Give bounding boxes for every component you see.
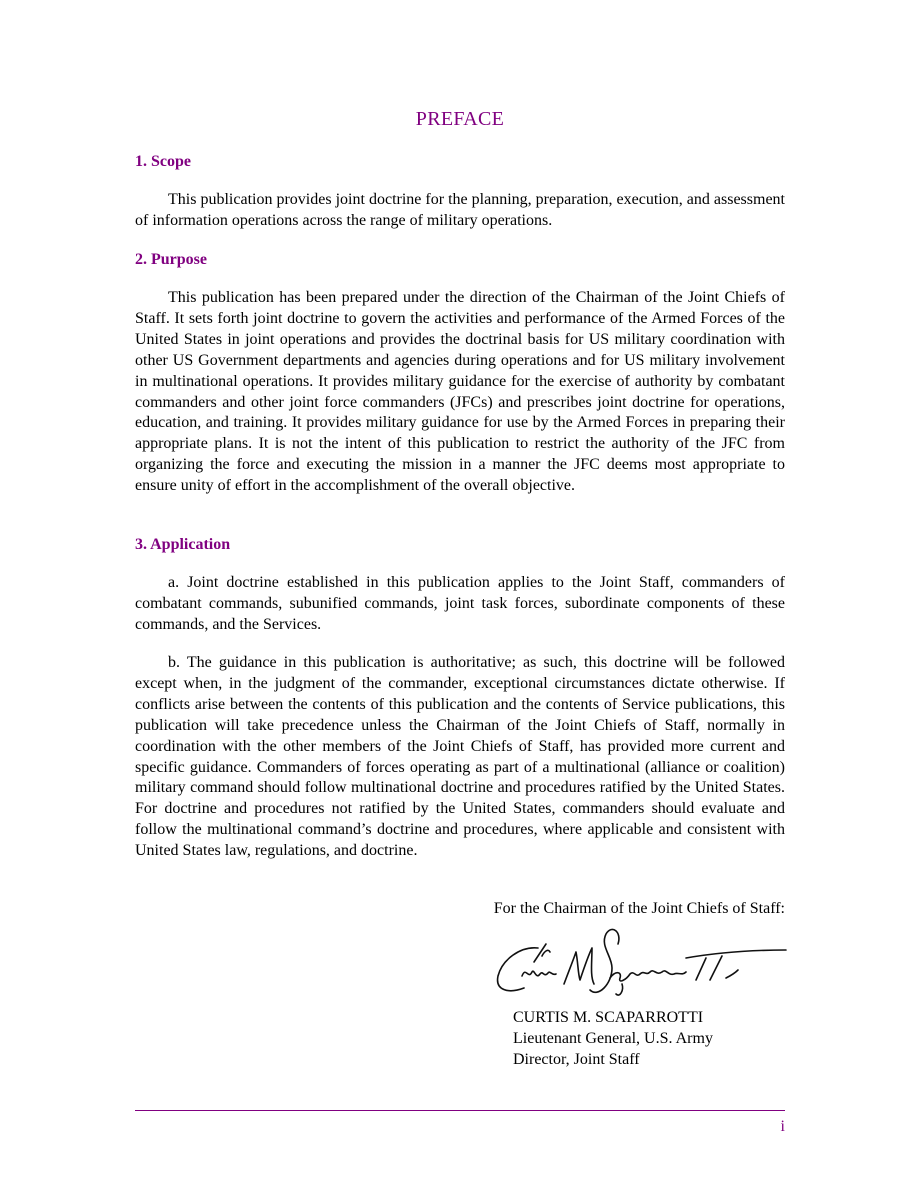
document-page	[135, 0, 785, 1191]
signatory-name: CURTIS M. SCAPARROTTI	[513, 1009, 704, 1026]
scope-paragraph: This publication provides joint doctrine for the planning, preparation, execution, and assessment of information operations across the range of military operations.	[135, 191, 785, 229]
page-number: i	[780, 1118, 785, 1135]
signatory-rank: Lieutenant General, U.S. Army	[513, 1030, 713, 1047]
application-paragraph-b: b. The guidance in this publication is authoritative; as such, this doctrine will be followed except when, in the judgment of the commander, exceptional circumstances dictate otherwise. If conflicts arise between the contents of this publication and the contents of Service publications, this publication will take precedence unless the Chairman of the Joint Chiefs of Staff, normally in coordination with the other members of the Joint Chiefs of Staff, has provided more current and specific guidance. Commanders of forces operating as part of a multinational (alliance or coalition) military command should follow multinational doctrine and procedures ratified by the United States. For doctrine and procedures not ratified by the United States, commanders should evaluate and follow the multinational command’s doctrine and procedures, where applicable and consistent with United States law, regulations, and doctrine.	[135, 654, 785, 860]
signature-block	[513, 1007, 713, 1070]
section-heading-scope: 1. Scope	[135, 153, 191, 170]
signatory-position: Director, Joint Staff	[513, 1051, 640, 1068]
section-heading-application: 3. Application	[135, 536, 231, 553]
handwritten-signature	[490, 918, 790, 1003]
purpose-paragraph: This publication has been prepared under the direction of the Chairman of the Joint Chiefs of Staff. It sets forth joint doctrine to govern the activities and performance of the Armed Forces of the United States in joint operations and provides the doctrinal basis for US military coordination with other US Government departments and agencies during operations and for US military involvement in multinational operations. It provides military guidance for the exercise of authority by combatant commanders and other joint force commanders (JFCs) and prescribes joint doctrine for operations, education, and training. It provides military guidance for use by the Armed Forces in preparing their appropriate plans. It is not the intent of this publication to restrict the authority of the JFC from organizing the force and executing the mission in a manner the JFC deems most appropriate to ensure unity of effort in the accomplishment of the overall objective.	[135, 289, 785, 495]
page-title: PREFACE	[415, 108, 505, 130]
signature-intro: For the Chairman of the Joint Chiefs of Staff:	[493, 900, 785, 917]
section-heading-purpose: 2. Purpose	[135, 251, 207, 268]
footer-divider	[135, 1110, 785, 1111]
application-paragraph-a: a. Joint doctrine established in this publication applies to the Joint Staff, commanders of combatant commands, subunified commands, joint task forces, subordinate components of these commands, and the Services.	[135, 574, 785, 633]
